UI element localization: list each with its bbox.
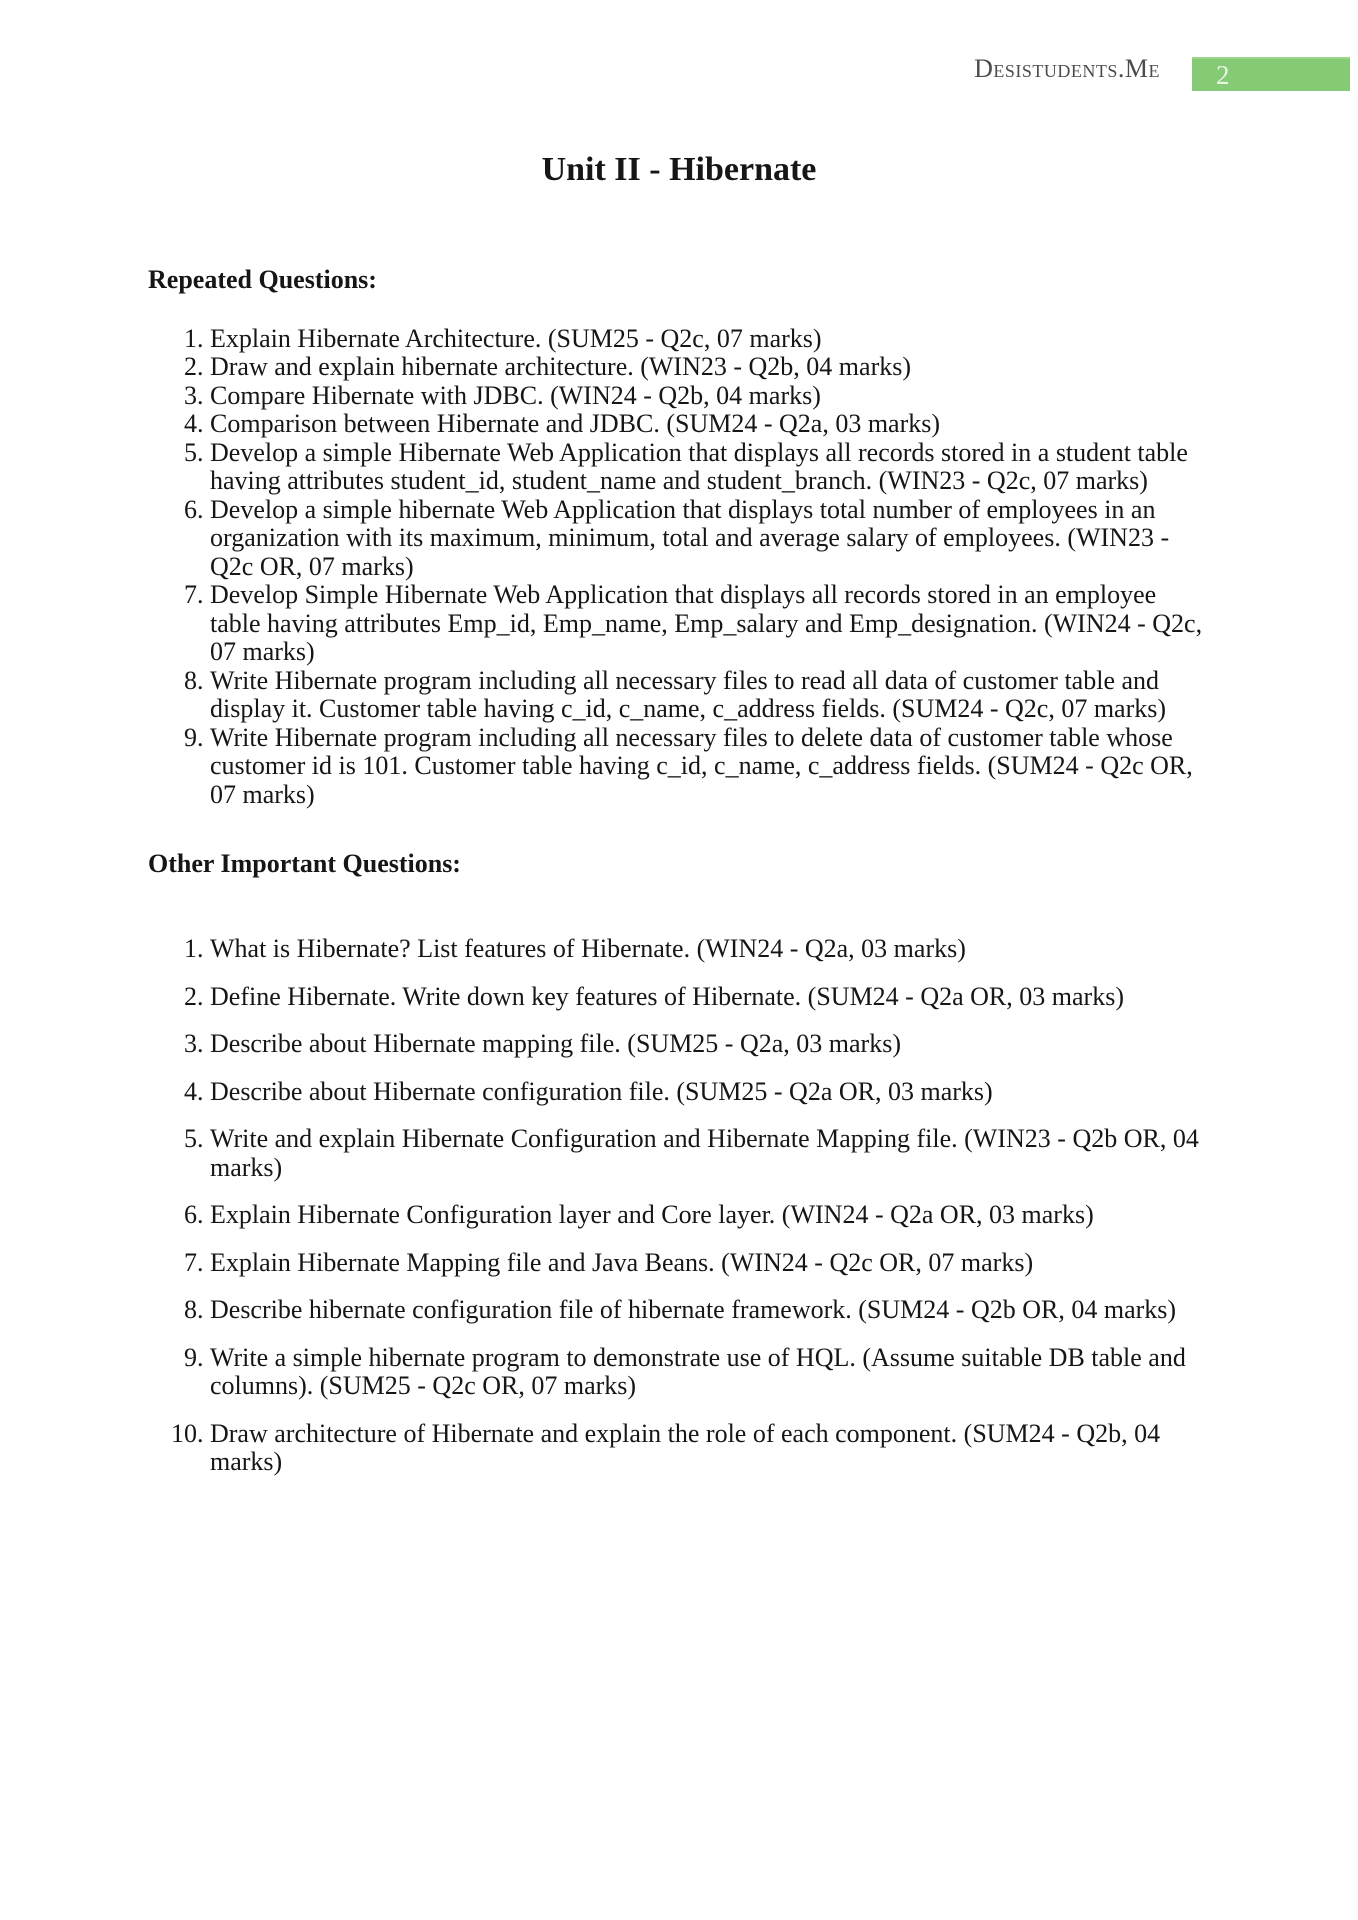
document-body (148, 0, 1210, 1477)
site-watermark: Desistudents.Me (974, 54, 1160, 83)
section-heading-other-important-questions: Other Important Questions: (148, 849, 461, 879)
page-number-badge (1192, 57, 1350, 91)
other-important-questions-list (148, 935, 1210, 1477)
page-header (0, 0, 1358, 100)
question-item: 4. Describe about Hibernate configuration file. (SUM25 - Q2a OR, 03 marks) (210, 1078, 1210, 1107)
page-number: 2 (1216, 59, 1230, 90)
question-item: 6. Develop a simple hibernate Web Application that displays total number of employees in an organization with its maximum, minimum, total and average salary of employees. (WIN23 - Q2c OR, 07 marks) (210, 496, 1210, 582)
question-item: 1. What is Hibernate? List features of Hibernate. (WIN24 - Q2a, 03 marks) (210, 935, 1210, 964)
question-item: 6. Explain Hibernate Configuration layer and Core layer. (WIN24 - Q2a OR, 03 marks) (210, 1201, 1210, 1230)
question-item: 5. Write and explain Hibernate Configuration and Hibernate Mapping file. (WIN23 - Q2b OR, 04 marks) (210, 1125, 1210, 1182)
question-item: 9. Write Hibernate program including all necessary files to delete data of customer table whose customer id is 101. Customer table having c_id, c_name, c_address fields. (SUM24 - Q2c OR, 07 marks) (210, 724, 1210, 810)
question-item: 8. Describe hibernate configuration file of hibernate framework. (SUM24 - Q2b OR, 04 marks) (210, 1296, 1210, 1325)
question-item: 2. Draw and explain hibernate architecture. (WIN23 - Q2b, 04 marks) (210, 353, 1210, 382)
question-item: 1. Explain Hibernate Architecture. (SUM25 - Q2c, 07 marks) (210, 325, 1210, 354)
question-item: 10. Draw architecture of Hibernate and explain the role of each component. (SUM24 - Q2b, 04 marks) (210, 1420, 1210, 1477)
question-item: 7. Develop Simple Hibernate Web Application that displays all records stored in an employee table having attributes Emp_id, Emp_name, Emp_salary and Emp_designation. (WIN24 - Q2c, 07 marks) (210, 581, 1210, 667)
document-title: Unit II - Hibernate (541, 151, 817, 188)
question-item: 4. Comparison between Hibernate and JDBC. (SUM24 - Q2a, 03 marks) (210, 410, 1210, 439)
question-item: 9. Write a simple hibernate program to demonstrate use of HQL. (Assume suitable DB table and columns). (SUM25 - Q2c OR, 07 marks) (210, 1344, 1210, 1401)
section-heading-repeated-questions: Repeated Questions: (148, 264, 377, 294)
question-item: 5. Develop a simple Hibernate Web Application that displays all records stored in a student table having attributes student_id, student_name and student_branch. (WIN23 - Q2c, 07 marks) (210, 439, 1210, 496)
question-item: 3. Compare Hibernate with JDBC. (WIN24 - Q2b, 04 marks) (210, 382, 1210, 411)
question-item: 8. Write Hibernate program including all necessary files to read all data of customer table and display it. Customer table having c_id, c_name, c_address fields. (SUM24 - Q2c, 07 marks) (210, 667, 1210, 724)
question-item: 2. Define Hibernate. Write down key features of Hibernate. (SUM24 - Q2a OR, 03 marks) (210, 983, 1210, 1012)
question-item: 3. Describe about Hibernate mapping file. (SUM25 - Q2a, 03 marks) (210, 1030, 1210, 1059)
question-item: 7. Explain Hibernate Mapping file and Java Beans. (WIN24 - Q2c OR, 07 marks) (210, 1249, 1210, 1278)
repeated-questions-list (148, 325, 1210, 810)
